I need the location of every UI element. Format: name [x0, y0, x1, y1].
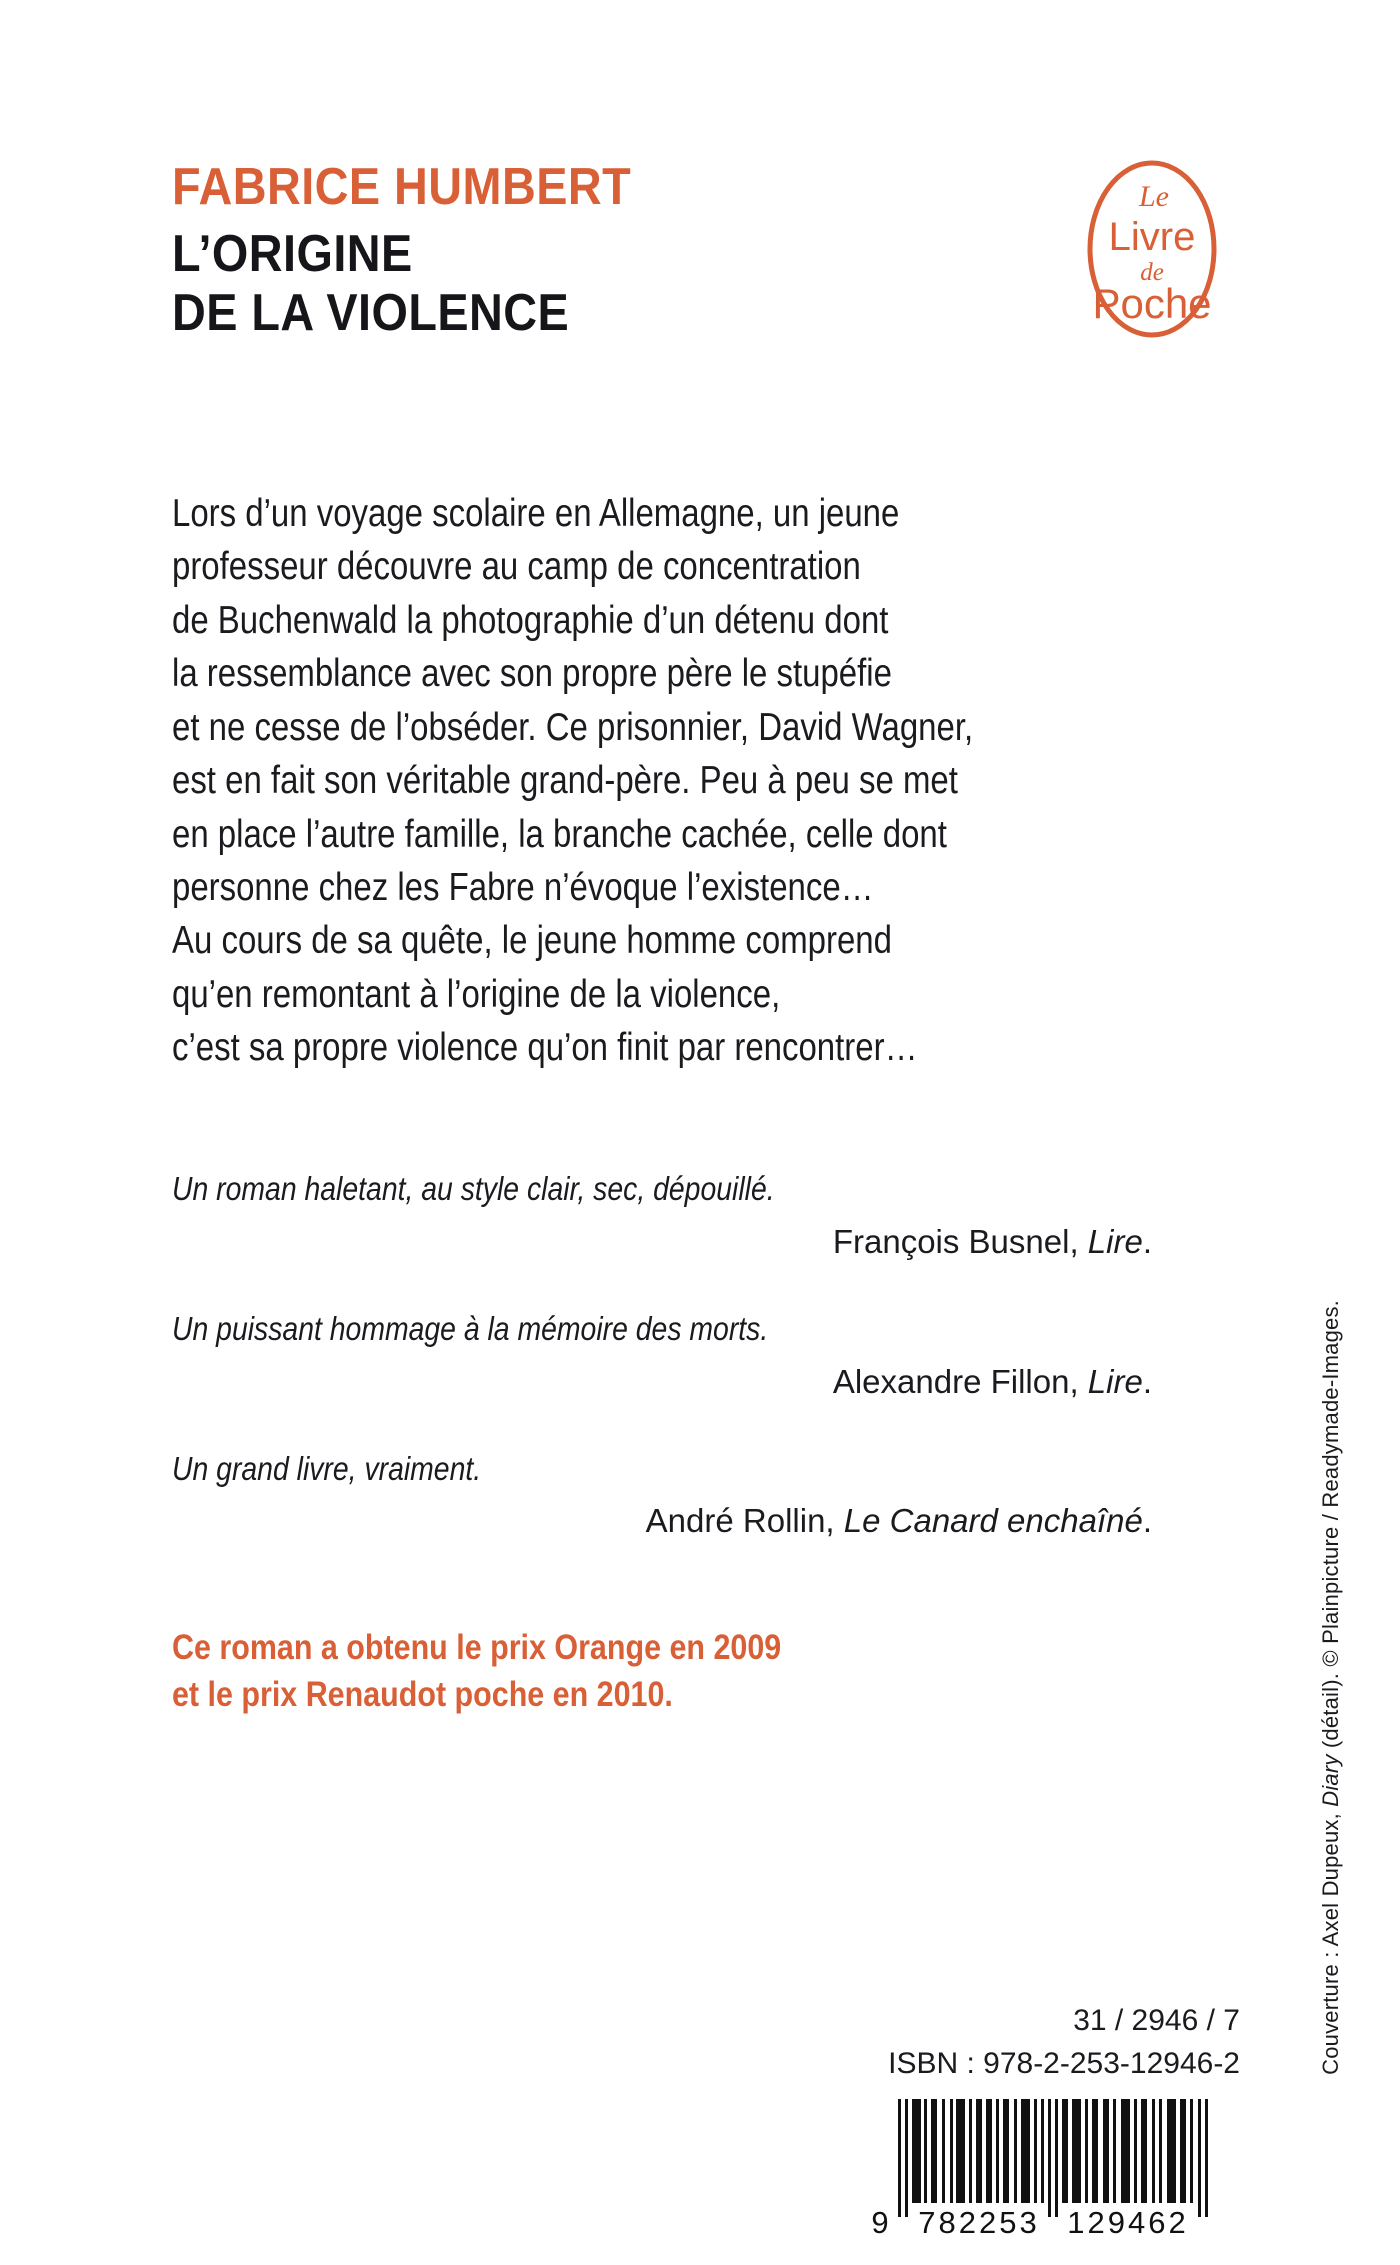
prize-note	[172, 1625, 781, 1719]
quote-author: François Busnel,	[832, 1222, 1079, 1260]
svg-text:Livre: Livre	[1108, 215, 1196, 259]
blurb-line: est en fait son véritable grand-père. Peu à peu se met	[172, 759, 958, 803]
quote-attribution	[172, 1221, 1232, 1264]
press-quote	[172, 1448, 1232, 1544]
prize-line-1: Ce roman a obtenu le prix Orange en 2009	[172, 1628, 782, 1667]
blurb-line: la ressemblance avec son propre père le stupéfie	[172, 652, 892, 696]
catalog-codes	[888, 2000, 1240, 2085]
blurb-line: c’est sa propre violence qu’on finit par rencontrer…	[172, 1026, 918, 1070]
quote-attribution	[172, 1361, 1232, 1404]
quote-text: Un roman haletant, au style clair, sec, dépouillé.	[172, 1170, 775, 1207]
book-blurb	[172, 487, 1051, 1075]
title-line-2: DE LA VIOLENCE	[172, 284, 570, 343]
quote-source: Lire	[1087, 1222, 1143, 1260]
press-quote	[172, 1168, 1232, 1264]
reference-code: 31 / 2946 / 7	[1073, 2004, 1240, 2037]
svg-text:Le: Le	[1139, 180, 1169, 213]
blurb-line: personne chez les Fabre n’évoque l’existence…	[172, 865, 874, 909]
blurb-line: Au cours de sa quête, le jeune homme comprend	[172, 919, 892, 963]
cover-credit	[1318, 1300, 1344, 2075]
title-line-1: L’ORIGINE	[172, 225, 413, 284]
blurb-line: professeur découvre au camp de concentration	[172, 545, 861, 589]
blurb-line: qu’en remontant à l’origine de la violence,	[172, 972, 781, 1016]
publisher-logo-livre-de-poche	[1062, 158, 1242, 340]
quote-end: .	[1142, 1502, 1152, 1540]
quote-source: Le Canard enchaîné	[843, 1502, 1143, 1540]
ean-group-2: 129462	[1067, 2205, 1189, 2240]
ean-digit-left: 9	[871, 2205, 889, 2240]
quote-author: André Rollin,	[645, 1502, 835, 1540]
svg-text:Poche: Poche	[1092, 280, 1212, 327]
press-quote	[172, 1308, 1232, 1404]
blurb-line: en place l’autre famille, la branche cachée, celle dont	[172, 812, 947, 856]
press-quotes	[172, 1168, 1232, 1543]
isbn-code: ISBN : 978-2-253-12946-2	[888, 2046, 1240, 2080]
quote-end: .	[1142, 1362, 1152, 1400]
credit-prefix: Couverture : Axel Dupeux,	[1318, 1806, 1343, 2075]
quote-source: Lire	[1087, 1362, 1143, 1400]
author-name: FABRICE HUMBERT	[172, 158, 632, 216]
ean-group-1: 782253	[918, 2205, 1040, 2240]
prize-line-2: et le prix Renaudot poche en 2010.	[172, 1674, 673, 1714]
ean13-barcode	[862, 2095, 1240, 2245]
blurb-line: Lors d’un voyage scolaire en Allemagne, un jeune	[172, 492, 900, 535]
quote-attribution	[172, 1500, 1232, 1543]
quote-end: .	[1142, 1222, 1152, 1260]
blurb-line: et ne cesse de l’obséder. Ce prisonnier, David Wagner,	[172, 705, 974, 749]
quote-text: Un puissant hommage à la mémoire des morts.	[172, 1309, 769, 1347]
book-title	[172, 225, 1126, 344]
credit-suffix: (détail). © Plainpicture / Readymade-Images.	[1318, 1300, 1343, 1755]
svg-text:de: de	[1140, 259, 1164, 286]
credit-source: Diary	[1318, 1754, 1343, 1807]
blurb-line: de Buchenwald la photographie d’un détenu dont	[172, 598, 889, 642]
quote-text: Un grand livre, vraiment.	[172, 1449, 482, 1487]
quote-author: Alexandre Fillon,	[832, 1362, 1079, 1400]
